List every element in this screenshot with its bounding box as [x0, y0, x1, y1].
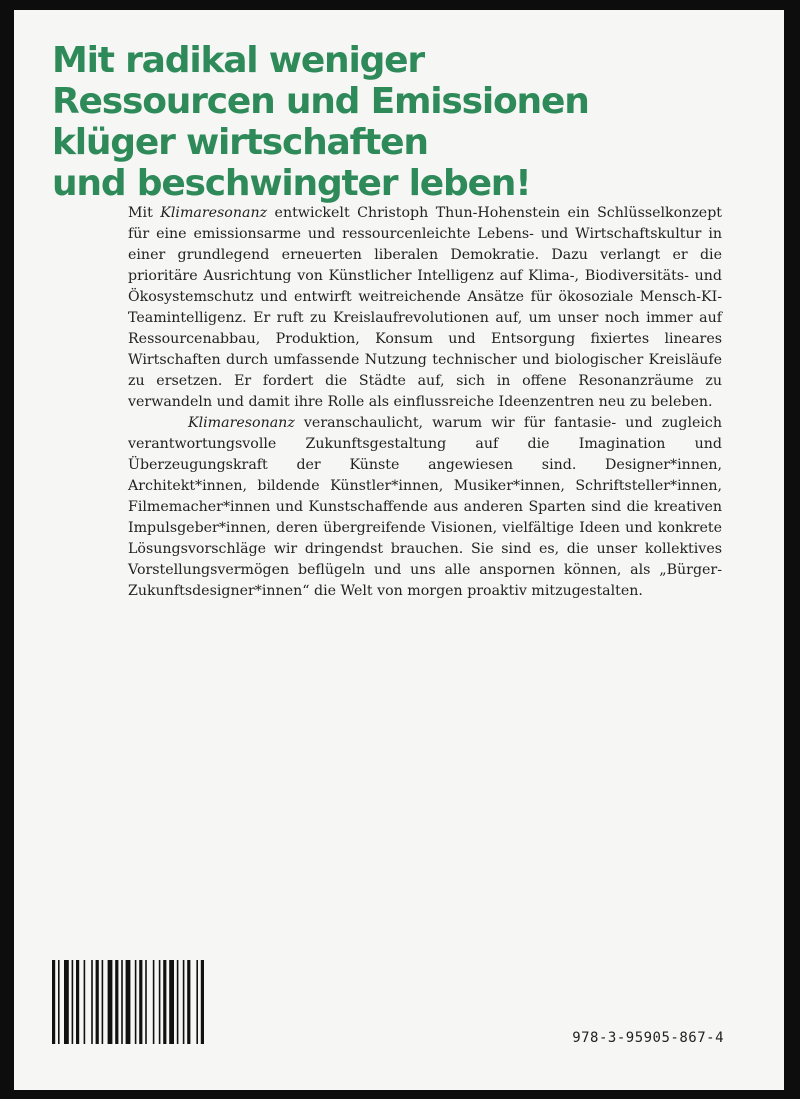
book-title-ref: Klimaresonanz [188, 415, 295, 431]
barcode-bar [84, 960, 86, 1044]
isbn-number: 978-3-95905-867-4 [572, 1030, 724, 1046]
barcode-bar [52, 960, 55, 1044]
barcode-bar [72, 960, 74, 1044]
barcode-bar [139, 960, 142, 1044]
blurb-paragraph-2 [128, 413, 722, 602]
book-title-ref: Klimaresonanz [160, 205, 268, 221]
barcode-bar [96, 960, 99, 1044]
blurb-paragraph-1 [128, 203, 722, 413]
barcode-bar [169, 960, 174, 1044]
barcode-bar [64, 960, 69, 1044]
barcode-bar [163, 960, 166, 1044]
barcode-bar [201, 960, 204, 1044]
barcode-bar [177, 960, 179, 1044]
barcode-bar [135, 960, 137, 1044]
barcode-bar [196, 960, 198, 1044]
blurb-lead: Mit [128, 205, 161, 221]
blurb-text: entwickelt Christoph Thun-Hohenstein ein Schlüsselkonzept für eine emissionsarme und ressourcenleichte Lebens- und Wirtschaftskultur in einer grundlegend erneuerten liberalen Demokratie. Dazu verlangt er die prioritäre Ausrichtung von Künstlicher Intelligenz auf Klima-, Biodiversitäts- und Ökosystemschutz und entwirft weitreichende Ansätze für ökosoziale Mensch-KI-Teamintelligenz. Er ruft zu Kreislaufrevolutionen auf, um unser noch immer auf Ressourcenabbau, Produktion, Konsum und Entsorgung fixiertes lineares Wirtschaften durch umfassende Nutzung technischer und biologischer Kreisläufe zu ersetzen. Er fordert die Städte auf, sich in offene Resonanzräume zu verwandeln und damit ihre Rolle als einflussreiche Ideenzentren neu zu beleben. [128, 205, 722, 410]
barcode-bar [187, 960, 190, 1044]
barcode [52, 960, 222, 1044]
book-back-cover [14, 10, 784, 1090]
barcode-bar [145, 960, 147, 1044]
barcode-bar [91, 960, 93, 1044]
barcode-bar [58, 960, 60, 1044]
barcode-bar [126, 960, 131, 1044]
headline-line-4: und beschwingter leben! [52, 163, 531, 204]
headline [52, 40, 772, 204]
headline-line-1: Mit radikal weniger [52, 40, 424, 81]
barcode-bar [159, 960, 161, 1044]
barcode-bar [102, 960, 104, 1044]
barcode-bar [183, 960, 185, 1044]
barcode-bar [76, 960, 79, 1044]
barcode-bar [121, 960, 123, 1044]
blurb [128, 203, 722, 602]
barcode-bar [115, 960, 118, 1044]
barcode-bar [153, 960, 155, 1044]
barcode-bar [108, 960, 113, 1044]
blurb-text: veranschaulicht, warum wir für fantasie- und zugleich verantwortungsvolle Zukunftsgestaltung auf die Imagination und Überzeugungskraft der Künste angewiesen sind. Designer*innen, Architekt*innen, bildende Künstler*innen, Musiker*innen, Schriftsteller*innen, Filmemacher*innen und Kunstschaffende aus anderen Sparten sind die kreativen Impulsgeber*innen, deren übergreifende Visionen, vielfältige Ideen und konkrete Lösungsvorschläge wir dringendst brauchen. Sie sind es, die unser kollektives Vorstellungsvermögen beflügeln und uns alle anspornen können, als „Bürger-Zukunftsdesigner*innen“ die Welt von morgen proaktiv mitzugestalten. [128, 415, 722, 599]
headline-line-2: Ressourcen und Emissionen [52, 81, 589, 122]
headline-line-3: klüger wirtschaften [52, 122, 428, 163]
